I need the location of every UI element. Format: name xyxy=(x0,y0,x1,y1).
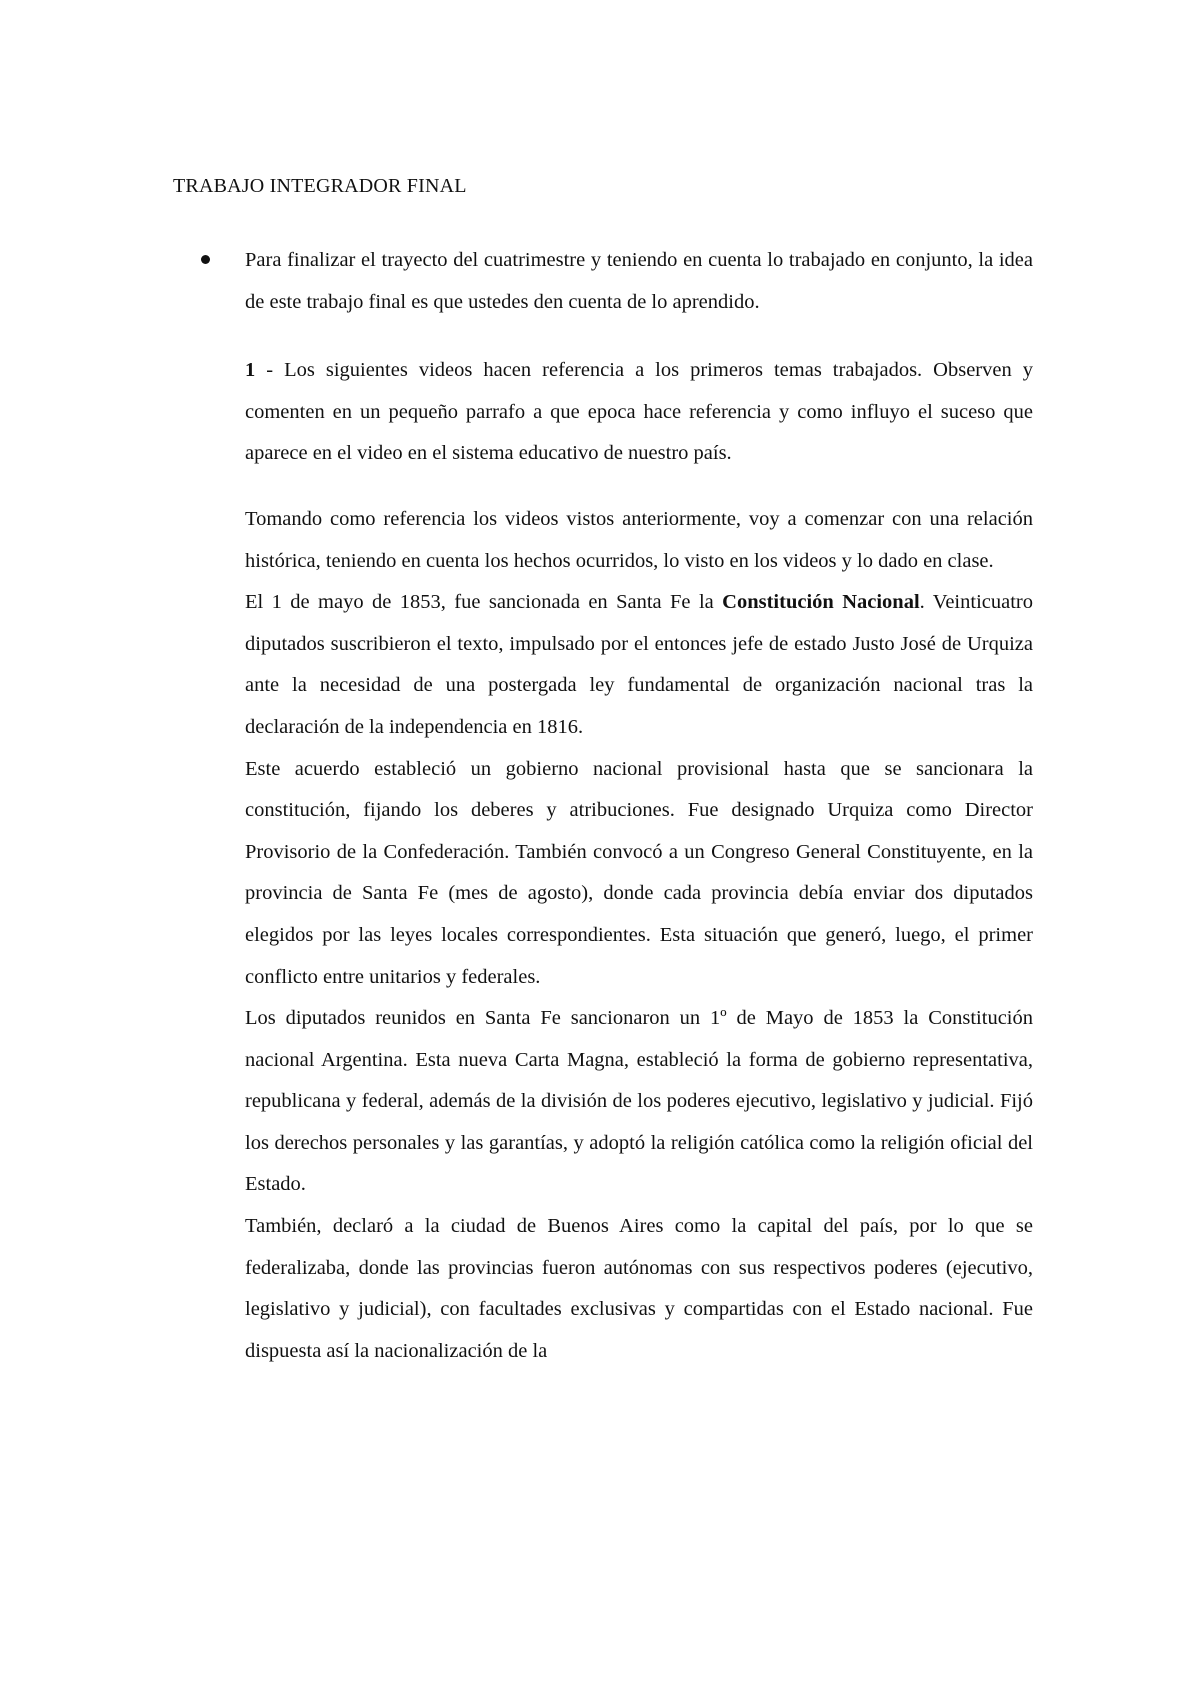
question-paragraph xyxy=(245,350,1033,475)
answer-paragraph-2 xyxy=(245,582,1033,748)
question-number: 1 xyxy=(245,359,256,382)
answer-paragraph-3: Este acuerdo estableció un gobierno nacional provisional hasta que se sancionara la constitución, fijando los deberes y atribuciones. Fue designado Urquiza como Director Provisorio de la Confederación. También convocó a un Congreso General Constituyente, en la provincia de Santa Fe (mes de agosto), donde cada provincia debía enviar dos diputados elegidos por las leyes locales correspondientes. Esta situación que generó, luego, el primer conflicto entre unitarios y federales. xyxy=(245,757,1033,988)
document-body xyxy=(245,240,1033,1372)
constitucion-nacional-term: Constitución Nacional xyxy=(722,591,920,614)
document-title: TRABAJO INTEGRADOR FINAL xyxy=(173,175,467,197)
answer-paragraph-2-start: El 1 de mayo de 1853, fue sancionada en Santa Fe la xyxy=(245,591,723,614)
intro-paragraph: Para finalizar el trayecto del cuatrimestre y teniendo en cuenta lo trabajado en conjunto, la idea de este trabajo final es que ustedes den cuenta de lo aprendido. xyxy=(245,249,1033,313)
bullet-icon xyxy=(201,255,210,264)
answer-paragraph-4: Los diputados reunidos en Santa Fe sancionaron un 1º de Mayo de 1853 la Constitución nacional Argentina. Esta nueva Carta Magna, estableció la forma de gobierno representativa, republicana y federal, además de la división de los poderes ejecutivo, legislativo y judicial. Fijó los derechos personales y las garantías, y adoptó la religión católica como la religión oficial del Estado. xyxy=(245,1007,1033,1196)
answer-paragraph-2-end: . Veinticuatro diputados suscribieron el texto, impulsado por el entonces jefe de estado Justo José de Urquiza ante la necesidad de una postergada ley fundamental de organización nacional tras la declaración de la independencia en 1816. xyxy=(245,591,1033,738)
answer-paragraph-5: También, declaró a la ciudad de Buenos Aires como la capital del país, por lo que se federalizaba, donde las provincias fueron autónomas con sus respectivos poderes (ejecutivo, legislativo y judicial), con facultades exclusivas y compartidas con el Estado nacional. Fue dispuesta así la nacionalización de la xyxy=(245,1215,1033,1362)
answer-paragraph-1: Tomando como referencia los videos vistos anteriormente, voy a comenzar con una relación histórica, teniendo en cuenta los hechos ocurridos, lo visto en los videos y lo dado en clase. xyxy=(245,507,1033,572)
question-text: - Los siguientes videos hacen referencia a los primeros temas trabajados. Observen y comenten en un pequeño parrafo a que epoca hace referencia y como influyo el suceso que aparece en el video en el sistema educativo de nuestro país. xyxy=(245,359,1033,465)
